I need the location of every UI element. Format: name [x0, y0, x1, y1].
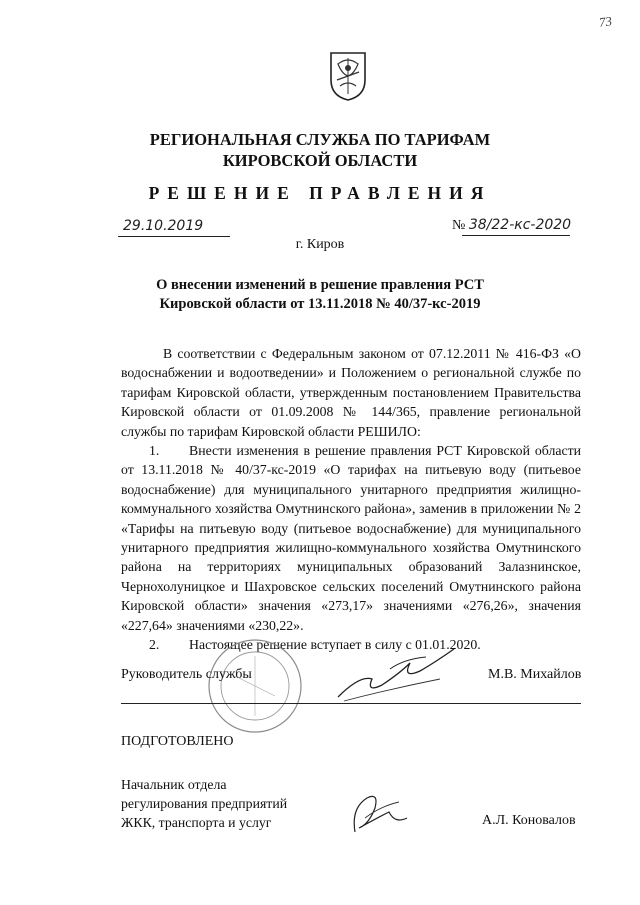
city: г. Киров	[295, 237, 345, 252]
preparer-position-line3: ЖКК, транспорта и услуг	[121, 815, 272, 830]
item-text: Внести изменения в решение правления РСТ Кировской области от 13.11.2018 № 40/37-кс-2019 «О тарифах на питьевую воду (питьевое водоснабжение) для муниципального унитарного предприятия жилищно-коммунального хозяйства Омутнинского района», заменив в приложении № 2 «Тарифы на питьевую воду (питьевое водоснабжение) для муниципального унитарного предприятия жилищно-коммунального хозяйства Омутнинского района на территориях муниципальных образований Залазнинское, Чернохолуницкое и Шахровское сельских поселений Омутнинского района Кировской области» значения «273,17» значениями «276,26», значения «227,64» значениями «230,22».	[121, 443, 581, 633]
signatory-role: Руководитель службы	[121, 667, 252, 682]
number-sign: №	[452, 218, 466, 233]
preparer-position-line1: Начальник отдела	[121, 777, 227, 792]
item-number: 1.	[149, 443, 160, 459]
item-text: Настоящее решение вступает в силу с 01.01.2020.	[189, 637, 481, 653]
page-number-handwritten: 73	[597, 13, 613, 30]
subject-line2: Кировской области от 13.11.2018 № 40/37-кс-2019	[159, 296, 481, 312]
item-number: 2.	[149, 637, 160, 653]
handwritten-signature-1	[330, 645, 460, 705]
organization-name-line2: КИРОВСКОЙ ОБЛАСТИ	[222, 151, 418, 170]
decision-date: 29.10.2019	[123, 218, 204, 234]
preparer-name: А.Л. Коновалов	[482, 813, 576, 828]
prepared-by-label: ПОДГОТОВЛЕНО	[121, 734, 234, 749]
decision-body	[121, 344, 581, 655]
subject-line1: О внесении изменений в решение правления РСТ	[156, 277, 484, 293]
decision-number	[452, 217, 571, 234]
official-stamp	[205, 636, 305, 736]
organization-name-line1: РЕГИОНАЛЬНАЯ СЛУЖБА ПО ТАРИФАМ	[149, 130, 491, 149]
preamble-paragraph: В соответствии с Федеральным законом от 07.12.2011 № 416-ФЗ «О водоснабжении и водоотведении» и Положением о региональной службе по тарифам Кировской области, утвержденным постановлением Правительства Кировской области от 01.09.2008 № 144/365, правление региональной службы по тарифам Кировской области РЕШИЛО:	[121, 346, 581, 439]
coat-of-arms-emblem	[328, 50, 368, 102]
signatory-name: М.В. Михайлов	[488, 667, 582, 682]
number-underline	[462, 235, 570, 236]
handwritten-signature-2	[345, 788, 415, 838]
number-value: 38/22-кс-2020	[468, 217, 572, 233]
preparer-position-line2: регулирования предприятий	[121, 796, 288, 811]
document-type-title: РЕШЕНИЕ ПРАВЛЕНИЯ	[148, 183, 492, 203]
section-divider	[121, 703, 581, 704]
decision-item-1	[121, 441, 581, 635]
